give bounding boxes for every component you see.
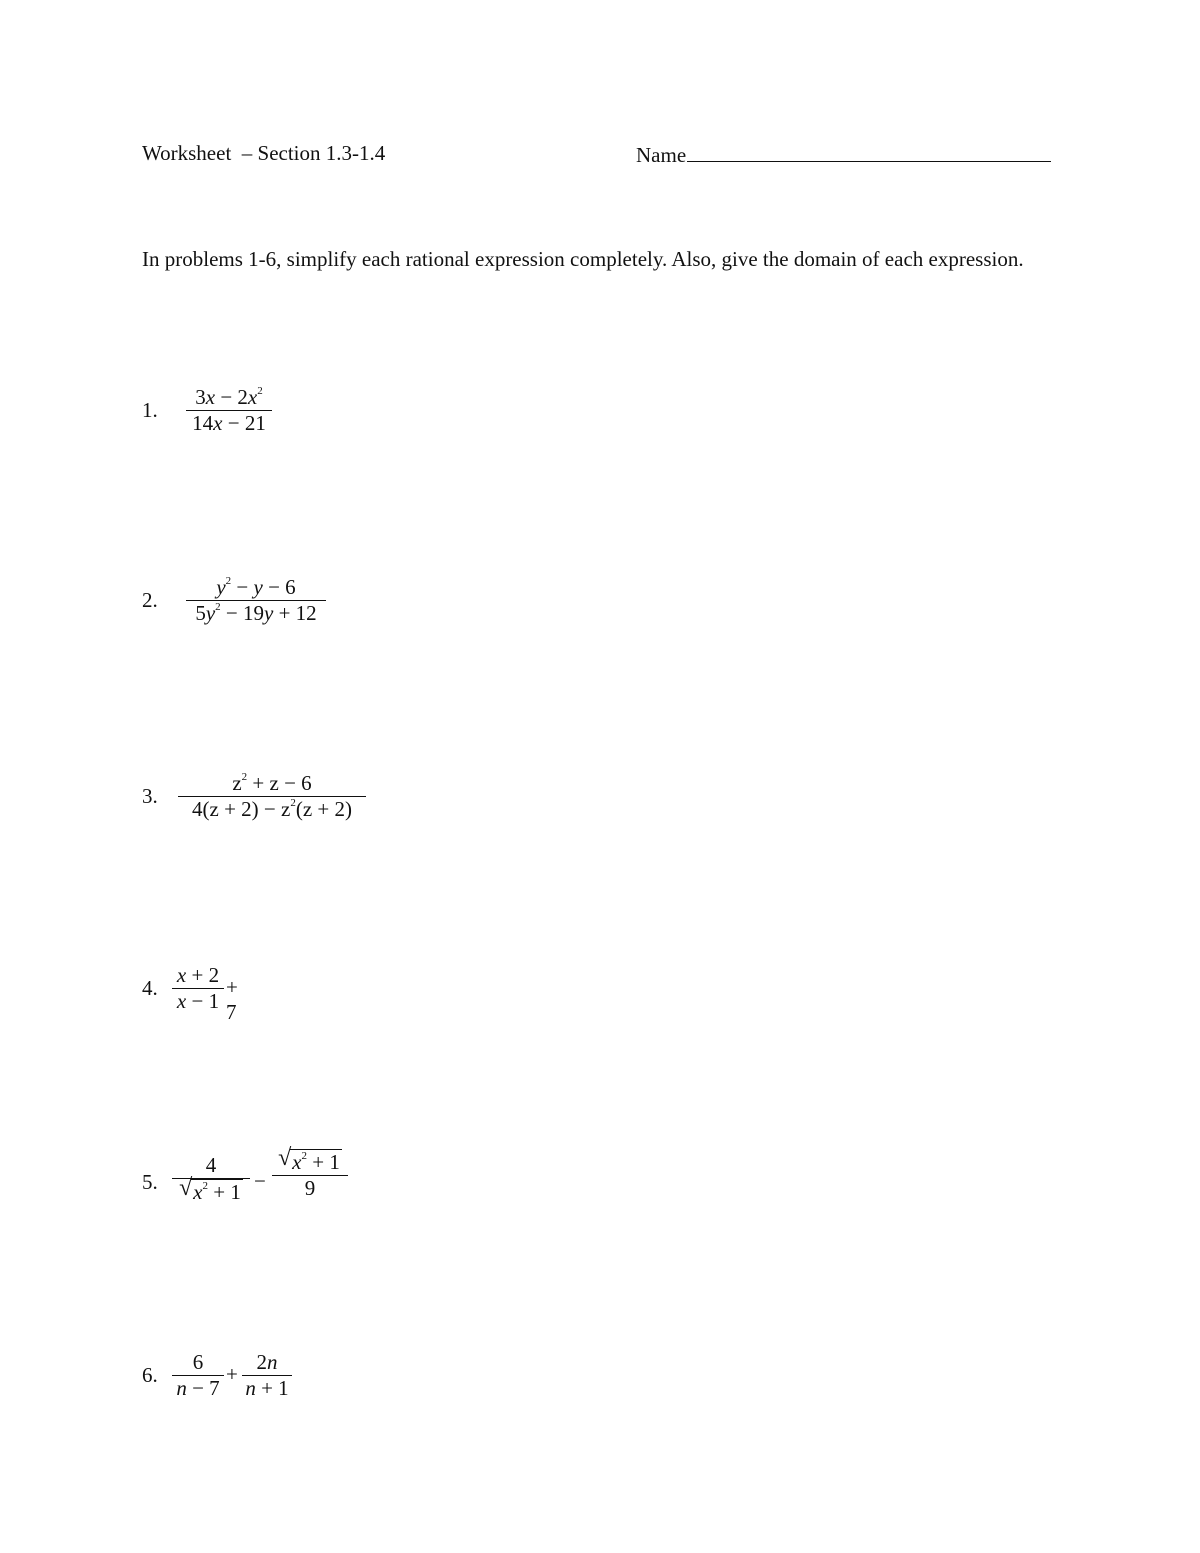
- name-label: Name: [636, 143, 687, 167]
- plus-operator: +: [226, 1362, 238, 1386]
- worksheet-title: Worksheet – Section 1.3-1.4: [142, 141, 386, 165]
- problem-number: 4.: [142, 976, 158, 1000]
- problem-number: 6.: [142, 1363, 158, 1387]
- instructions: In problems 1-6, simplify each rational expression completely. Also, give the domain of each expression.: [142, 247, 1024, 271]
- denominator: √ $x^2 + 1$: [179, 1175, 241, 1204]
- problem-number: 5.: [142, 1170, 158, 1194]
- numerator: 6: [192, 1350, 204, 1374]
- fraction-term-1: [172, 1350, 224, 1401]
- denominator: n − 7: [176, 1376, 220, 1400]
- fraction: [186, 575, 326, 626]
- numerator: 4: [205, 1153, 217, 1177]
- numerator: √ $x^2 + 1$: [278, 1145, 340, 1174]
- fraction-term-2: [272, 1145, 348, 1201]
- problem-number: 3.: [142, 784, 158, 808]
- problem-number: 2.: [142, 588, 158, 612]
- numerator: 2n: [256, 1350, 278, 1374]
- denominator: 14x − 21: [192, 411, 266, 435]
- denominator: 9: [304, 1176, 316, 1200]
- minus-operator: −: [254, 1169, 266, 1193]
- fraction-term-1: [172, 1153, 250, 1205]
- problem-number: 1.: [142, 398, 158, 422]
- fraction: [172, 963, 224, 1014]
- denominator: $4(z + 2) - z^2(z + 2)$: [192, 797, 352, 821]
- name-blank-line: [687, 141, 1051, 162]
- numerator: $z^2 + z - 6$: [232, 771, 312, 795]
- numerator: $y^2 - y - 6$: [216, 575, 296, 599]
- denominator: n + 1: [245, 1376, 289, 1400]
- denominator: $5y^2 - 19y + 12$: [195, 601, 317, 625]
- added-term: + 7: [226, 975, 238, 1024]
- numerator: x + 2: [176, 963, 220, 987]
- denominator: x − 1: [176, 989, 220, 1013]
- numerator: $3x - 2x^2$: [195, 385, 263, 409]
- name-field: [636, 141, 1051, 168]
- fraction: [178, 771, 366, 822]
- fraction: [186, 385, 272, 436]
- fraction-term-2: [242, 1350, 292, 1401]
